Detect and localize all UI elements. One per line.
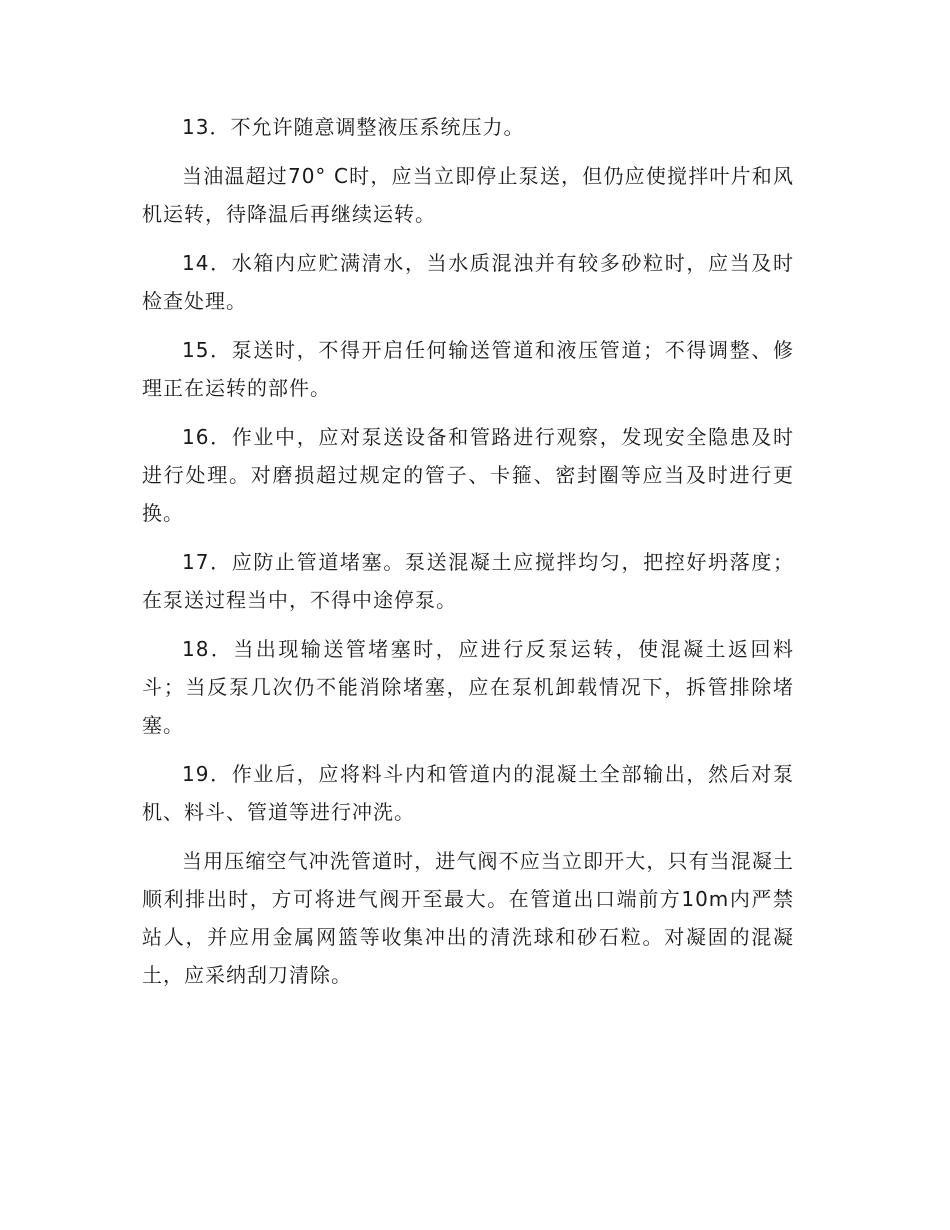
paragraph-item-19: 19．作业后，应将料斗内和管道内的混凝土全部输出，然后对泵机、料斗、管道等进行冲洗。 [142, 762, 794, 824]
paragraph-item-13: 13．不允许随意调整液压系统压力。 [182, 115, 525, 139]
paragraph-compressed-air-flush: 当用压缩空气冲洗管道时，进气阀不应当立即开大，只有当混凝土顺利排出时，方可将进气阀开至最大。在管道出口端前方10m内严禁站人，并应用金属网篮等收集冲出的清洗球和砂石粒。对凝固的混凝土，应采纳刮刀清除。 [142, 849, 794, 987]
document-body [142, 108, 794, 1005]
paragraph-item-15: 15．泵送时，不得开启任何输送管道和液压管道；不得调整、修理正在运转的部件。 [142, 338, 794, 400]
paragraph-item-14: 14．水箱内应贮满清水，当水质混浊并有较多砂粒时，应当及时检查处理。 [142, 251, 794, 313]
paragraph-oil-temperature: 当油温超过70° C时，应当立即停止泵送，但仍应使搅拌叶片和风机运转，待降温后再继续运转。 [142, 164, 794, 226]
paragraph-item-18: 18．当出现输送管堵塞时，应进行反泵运转，使混凝土返回料斗；当反泵几次仍不能消除堵塞，应在泵机卸载情况下，拆管排除堵塞。 [142, 637, 794, 737]
paragraph-item-17: 17．应防止管道堵塞。泵送混凝土应搅拌均匀，把控好坍落度；在泵送过程当中，不得中途停泵。 [142, 550, 794, 612]
paragraph-item-16: 16．作业中，应对泵送设备和管路进行观察，发现安全隐患及时进行处理。对磨损超过规定的管子、卡箍、密封圈等应当及时进行更换。 [142, 425, 794, 525]
